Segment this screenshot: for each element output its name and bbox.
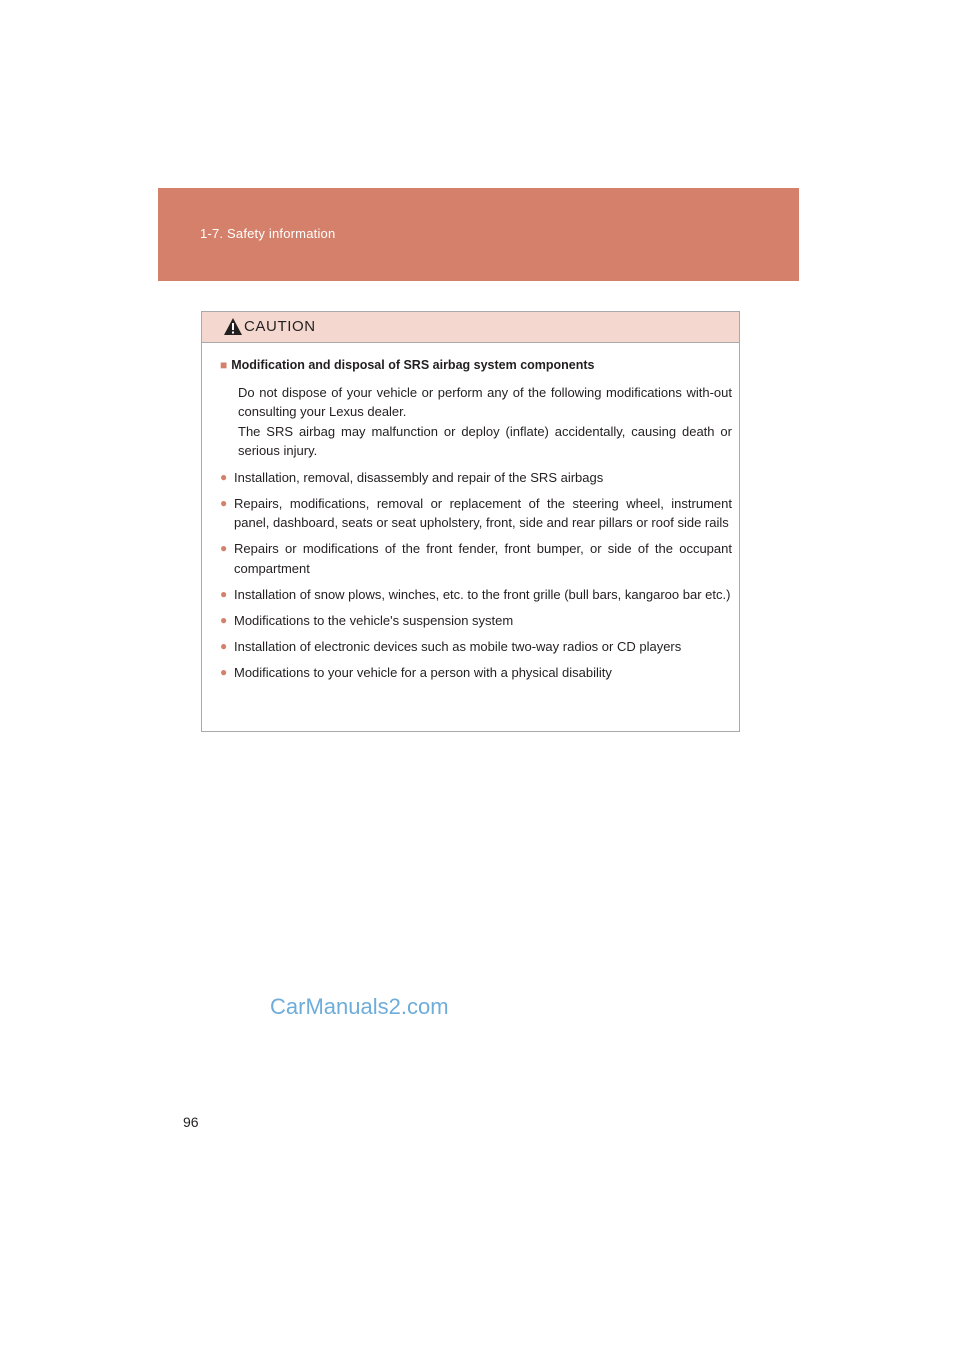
caution-list [220, 468, 732, 683]
list-item: ● Installation of electronic devices such as mobile two-way radios or CD players [220, 637, 732, 657]
caution-header [202, 312, 739, 343]
circle-bullet-icon: ● [220, 541, 228, 555]
list-item: ● Repairs, modifications, removal or replacement of the steering wheel, instrument panel, dashboard, seats or seat upholstery, front, side and rear pillars or roof side rails [220, 494, 732, 533]
circle-bullet-icon: ● [220, 586, 228, 601]
list-item: ● Modifications to your vehicle for a person with a physical disability [220, 663, 732, 683]
list-item: ● Repairs or modifications of the front fender, front bumper, or side of the occupant compartment [220, 539, 732, 578]
circle-bullet-icon: ● [220, 612, 228, 627]
caution-paragraph: The SRS airbag may malfunction or deploy (inflate) accidentally, causing death or serious injury. [238, 423, 732, 458]
page-number: 96 [183, 1114, 199, 1130]
circle-bullet-icon: ● [220, 469, 228, 484]
list-item: ● Installation, removal, disassembly and repair of the SRS airbags [220, 468, 732, 488]
circle-bullet-icon: ● [220, 495, 228, 510]
list-item: ● Modifications to the vehicle's suspension system [220, 611, 732, 631]
circle-bullet-icon: ● [220, 638, 228, 653]
list-item: ● Installation of snow plows, winches, etc. to the front grille (bull bars, kangaroo bar etc.) [220, 585, 732, 605]
watermark-link[interactable]: CarManuals2.com [270, 994, 449, 1019]
caution-paragraph: Do not dispose of your vehicle or perform any of the following modifications with-out consulting your Lexus dealer. [238, 384, 732, 419]
caution-label: CAUTION [244, 318, 316, 335]
caution-subheading [220, 356, 732, 376]
section-header-band [158, 188, 799, 281]
caution-body [202, 343, 739, 682]
caution-box [201, 311, 740, 732]
square-icon: ■ [220, 358, 228, 372]
section-title: 1-7. Safety information [200, 226, 336, 241]
circle-bullet-icon: ● [220, 664, 228, 679]
warning-triangle-icon [223, 317, 243, 336]
subheading-text: Modification and disposal of SRS airbag system components [231, 358, 595, 372]
